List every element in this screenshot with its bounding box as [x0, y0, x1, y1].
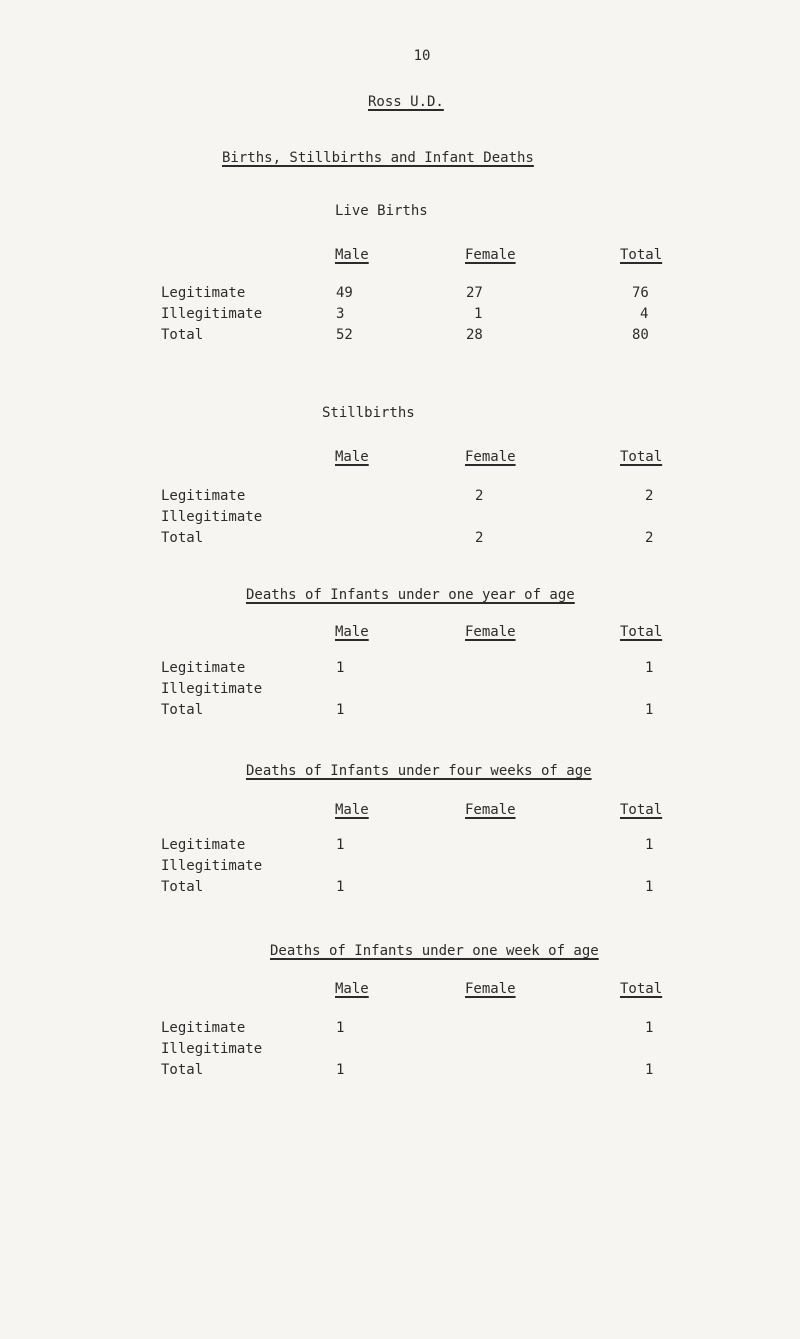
row-label: Legitimate — [161, 837, 246, 853]
cell-total: 1 — [645, 1020, 654, 1036]
col-female: Female — [465, 449, 516, 465]
col-male: Male — [335, 802, 369, 818]
cell-male: 1 — [336, 837, 345, 853]
section-title: Live Births — [335, 203, 428, 219]
cell-female: 27 — [466, 285, 483, 301]
cell-total: 80 — [632, 327, 649, 343]
cell-male: 52 — [336, 327, 353, 343]
col-female: Female — [465, 247, 516, 263]
cell-total: 4 — [640, 306, 649, 322]
section-title: Deaths of Infants under one week of age — [270, 943, 599, 959]
cell-male: 3 — [336, 306, 345, 322]
section-title: Stillbirths — [322, 405, 415, 421]
col-male: Male — [335, 981, 369, 997]
section-title: Deaths of Infants under four weeks of age — [246, 763, 592, 779]
row-label: Illegitimate — [161, 509, 263, 525]
cell-total: 1 — [645, 660, 654, 676]
row-label: Total — [161, 1062, 204, 1078]
col-female: Female — [465, 624, 516, 640]
cell-male: 1 — [336, 702, 345, 718]
cell-male: 1 — [336, 1062, 345, 1078]
row-label: Legitimate — [161, 1020, 246, 1036]
district-title: Ross U.D. — [368, 94, 444, 110]
col-male: Male — [335, 247, 369, 263]
row-label: Total — [161, 702, 204, 718]
col-male: Male — [335, 624, 369, 640]
col-female: Female — [465, 802, 516, 818]
cell-total: 1 — [645, 1062, 654, 1078]
col-total: Total — [620, 247, 663, 263]
row-label: Legitimate — [161, 660, 246, 676]
col-total: Total — [620, 802, 663, 818]
page-number: 10 — [413, 48, 431, 64]
col-total: Total — [620, 624, 663, 640]
row-label: Illegitimate — [161, 681, 263, 697]
cell-male: 49 — [336, 285, 353, 301]
cell-total: 1 — [645, 702, 654, 718]
col-total: Total — [620, 449, 663, 465]
document-heading: Births, Stillbirths and Infant Deaths — [222, 150, 534, 166]
row-label: Illegitimate — [161, 1041, 263, 1057]
cell-total: 2 — [645, 530, 654, 546]
col-total: Total — [620, 981, 663, 997]
cell-female: 1 — [474, 306, 483, 322]
cell-male: 1 — [336, 1020, 345, 1036]
row-label: Illegitimate — [161, 306, 263, 322]
cell-male: 1 — [336, 660, 345, 676]
cell-total: 1 — [645, 879, 654, 895]
row-label: Legitimate — [161, 285, 246, 301]
cell-total: 2 — [645, 488, 654, 504]
cell-male: 1 — [336, 879, 345, 895]
col-female: Female — [465, 981, 516, 997]
row-label: Illegitimate — [161, 858, 263, 874]
cell-total: 76 — [632, 285, 649, 301]
cell-female: 2 — [475, 488, 484, 504]
row-label: Total — [161, 879, 204, 895]
cell-female: 28 — [466, 327, 483, 343]
row-label: Total — [161, 530, 204, 546]
cell-female: 2 — [475, 530, 484, 546]
section-title: Deaths of Infants under one year of age — [246, 587, 575, 603]
col-male: Male — [335, 449, 369, 465]
row-label: Total — [161, 327, 204, 343]
row-label: Legitimate — [161, 488, 246, 504]
cell-total: 1 — [645, 837, 654, 853]
